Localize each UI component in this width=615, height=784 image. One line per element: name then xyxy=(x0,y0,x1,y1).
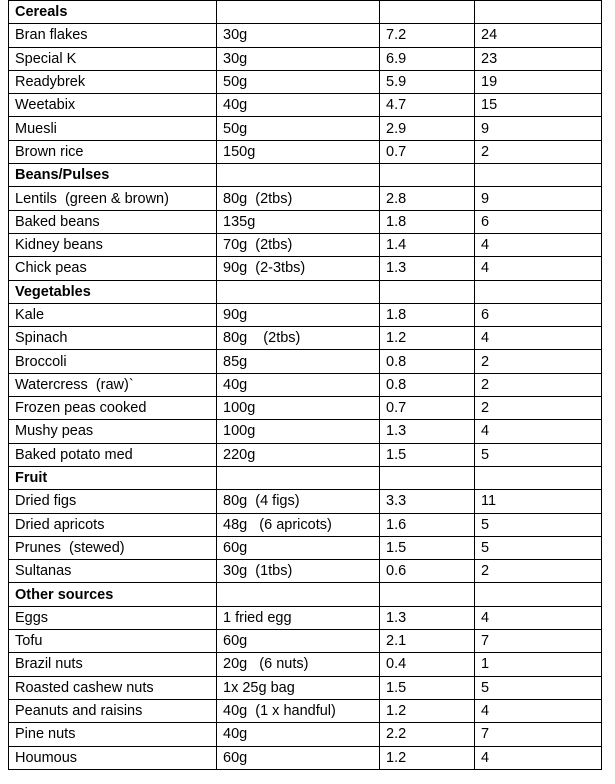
value-cell: 1.5 xyxy=(380,536,475,559)
section-title: Vegetables xyxy=(9,280,217,303)
table-row xyxy=(9,560,602,583)
percent-cell: 11 xyxy=(475,490,602,513)
portion-cell: 50g xyxy=(217,117,380,140)
table-row xyxy=(9,513,602,536)
percent-cell: 2 xyxy=(475,560,602,583)
value-cell: 1.3 xyxy=(380,257,475,280)
section-title: Fruit xyxy=(9,466,217,489)
percent-cell: 7 xyxy=(475,630,602,653)
food-cell: Eggs xyxy=(9,606,217,629)
table-row xyxy=(9,653,602,676)
portion-cell: 85g xyxy=(217,350,380,373)
portion-cell: 70g (2tbs) xyxy=(217,233,380,256)
value-cell: 1.2 xyxy=(380,327,475,350)
percent-cell: 19 xyxy=(475,70,602,93)
portion-cell: 80g (2tbs) xyxy=(217,187,380,210)
food-cell: Brown rice xyxy=(9,140,217,163)
portion-cell: 30g xyxy=(217,47,380,70)
percent-cell: 5 xyxy=(475,536,602,559)
table-row xyxy=(9,117,602,140)
value-cell: 1.8 xyxy=(380,210,475,233)
table-row xyxy=(9,676,602,699)
value-cell: 3.3 xyxy=(380,490,475,513)
food-cell: Broccoli xyxy=(9,350,217,373)
empty-cell xyxy=(217,466,380,489)
value-cell: 4.7 xyxy=(380,94,475,117)
empty-cell xyxy=(475,164,602,187)
value-cell: 0.4 xyxy=(380,653,475,676)
food-cell: Prunes (stewed) xyxy=(9,536,217,559)
section-header-row xyxy=(9,280,602,303)
empty-cell xyxy=(475,280,602,303)
value-cell: 2.8 xyxy=(380,187,475,210)
table-row xyxy=(9,233,602,256)
portion-cell: 60g xyxy=(217,536,380,559)
percent-cell: 15 xyxy=(475,94,602,117)
table-row xyxy=(9,210,602,233)
value-cell: 7.2 xyxy=(380,24,475,47)
portion-cell: 40g xyxy=(217,94,380,117)
section-header-row xyxy=(9,1,602,24)
portion-cell: 90g xyxy=(217,303,380,326)
table-row xyxy=(9,187,602,210)
empty-cell xyxy=(217,583,380,606)
portion-cell: 30g (1tbs) xyxy=(217,560,380,583)
food-cell: Frozen peas cooked xyxy=(9,397,217,420)
portion-cell: 80g (2tbs) xyxy=(217,327,380,350)
empty-cell xyxy=(217,164,380,187)
table-row xyxy=(9,24,602,47)
empty-cell xyxy=(475,583,602,606)
value-cell: 0.6 xyxy=(380,560,475,583)
percent-cell: 4 xyxy=(475,699,602,722)
portion-cell: 1x 25g bag xyxy=(217,676,380,699)
table-row xyxy=(9,723,602,746)
food-cell: Baked potato med xyxy=(9,443,217,466)
food-cell: Sultanas xyxy=(9,560,217,583)
table-row xyxy=(9,47,602,70)
iron-sources-table xyxy=(8,0,602,770)
portion-cell: 100g xyxy=(217,397,380,420)
percent-cell: 5 xyxy=(475,513,602,536)
empty-cell xyxy=(380,280,475,303)
table-row xyxy=(9,397,602,420)
portion-cell: 220g xyxy=(217,443,380,466)
table-row xyxy=(9,630,602,653)
portion-cell: 48g (6 apricots) xyxy=(217,513,380,536)
food-cell: Brazil nuts xyxy=(9,653,217,676)
section-title: Cereals xyxy=(9,1,217,24)
portion-cell: 20g (6 nuts) xyxy=(217,653,380,676)
food-cell: Muesli xyxy=(9,117,217,140)
table-body xyxy=(9,1,602,770)
value-cell: 1.3 xyxy=(380,606,475,629)
value-cell: 0.8 xyxy=(380,350,475,373)
percent-cell: 9 xyxy=(475,187,602,210)
portion-cell: 135g xyxy=(217,210,380,233)
percent-cell: 4 xyxy=(475,746,602,769)
value-cell: 1.2 xyxy=(380,746,475,769)
percent-cell: 4 xyxy=(475,420,602,443)
value-cell: 0.7 xyxy=(380,140,475,163)
table-row xyxy=(9,140,602,163)
portion-cell: 60g xyxy=(217,746,380,769)
value-cell: 1.5 xyxy=(380,443,475,466)
section-header-row xyxy=(9,466,602,489)
portion-cell: 80g (4 figs) xyxy=(217,490,380,513)
food-cell: Readybrek xyxy=(9,70,217,93)
food-cell: Bran flakes xyxy=(9,24,217,47)
table-row xyxy=(9,490,602,513)
percent-cell: 2 xyxy=(475,397,602,420)
percent-cell: 6 xyxy=(475,210,602,233)
food-cell: Special K xyxy=(9,47,217,70)
table-row xyxy=(9,443,602,466)
value-cell: 1.4 xyxy=(380,233,475,256)
value-cell: 1.5 xyxy=(380,676,475,699)
percent-cell: 24 xyxy=(475,24,602,47)
empty-cell xyxy=(217,280,380,303)
food-cell: Roasted cashew nuts xyxy=(9,676,217,699)
percent-cell: 1 xyxy=(475,653,602,676)
portion-cell: 30g xyxy=(217,24,380,47)
food-cell: Spinach xyxy=(9,327,217,350)
section-title: Other sources xyxy=(9,583,217,606)
portion-cell: 60g xyxy=(217,630,380,653)
food-cell: Watercress (raw)` xyxy=(9,373,217,396)
portion-cell: 40g (1 x handful) xyxy=(217,699,380,722)
food-cell: Kale xyxy=(9,303,217,326)
percent-cell: 4 xyxy=(475,327,602,350)
portion-cell: 100g xyxy=(217,420,380,443)
section-header-row xyxy=(9,583,602,606)
empty-cell xyxy=(380,466,475,489)
value-cell: 0.8 xyxy=(380,373,475,396)
empty-cell xyxy=(380,583,475,606)
food-cell: Dried apricots xyxy=(9,513,217,536)
portion-cell: 90g (2-3tbs) xyxy=(217,257,380,280)
percent-cell: 4 xyxy=(475,606,602,629)
percent-cell: 6 xyxy=(475,303,602,326)
percent-cell: 9 xyxy=(475,117,602,140)
food-cell: Dried figs xyxy=(9,490,217,513)
percent-cell: 2 xyxy=(475,350,602,373)
table-row xyxy=(9,420,602,443)
percent-cell: 4 xyxy=(475,257,602,280)
portion-cell: 150g xyxy=(217,140,380,163)
percent-cell: 5 xyxy=(475,676,602,699)
food-cell: Baked beans xyxy=(9,210,217,233)
table-row xyxy=(9,536,602,559)
food-cell: Weetabix xyxy=(9,94,217,117)
empty-cell xyxy=(475,1,602,24)
food-cell: Mushy peas xyxy=(9,420,217,443)
food-cell: Peanuts and raisins xyxy=(9,699,217,722)
value-cell: 5.9 xyxy=(380,70,475,93)
empty-cell xyxy=(380,164,475,187)
portion-cell: 50g xyxy=(217,70,380,93)
food-cell: Pine nuts xyxy=(9,723,217,746)
food-cell: Lentils (green & brown) xyxy=(9,187,217,210)
food-cell: Kidney beans xyxy=(9,233,217,256)
section-header-row xyxy=(9,164,602,187)
table-row xyxy=(9,746,602,769)
food-cell: Tofu xyxy=(9,630,217,653)
table-row xyxy=(9,303,602,326)
percent-cell: 4 xyxy=(475,233,602,256)
section-title: Beans/Pulses xyxy=(9,164,217,187)
value-cell: 1.6 xyxy=(380,513,475,536)
percent-cell: 23 xyxy=(475,47,602,70)
value-cell: 1.2 xyxy=(380,699,475,722)
food-cell: Chick peas xyxy=(9,257,217,280)
percent-cell: 2 xyxy=(475,140,602,163)
portion-cell: 40g xyxy=(217,373,380,396)
table-row xyxy=(9,606,602,629)
value-cell: 1.8 xyxy=(380,303,475,326)
table-row xyxy=(9,699,602,722)
value-cell: 6.9 xyxy=(380,47,475,70)
table-row xyxy=(9,350,602,373)
percent-cell: 2 xyxy=(475,373,602,396)
portion-cell: 1 fried egg xyxy=(217,606,380,629)
portion-cell: 40g xyxy=(217,723,380,746)
table-row xyxy=(9,257,602,280)
table-row xyxy=(9,373,602,396)
table-row xyxy=(9,94,602,117)
empty-cell xyxy=(475,466,602,489)
empty-cell xyxy=(217,1,380,24)
empty-cell xyxy=(380,1,475,24)
value-cell: 2.2 xyxy=(380,723,475,746)
value-cell: 2.9 xyxy=(380,117,475,140)
value-cell: 0.7 xyxy=(380,397,475,420)
percent-cell: 5 xyxy=(475,443,602,466)
percent-cell: 7 xyxy=(475,723,602,746)
value-cell: 2.1 xyxy=(380,630,475,653)
food-cell: Houmous xyxy=(9,746,217,769)
table-row xyxy=(9,70,602,93)
value-cell: 1.3 xyxy=(380,420,475,443)
table-row xyxy=(9,327,602,350)
